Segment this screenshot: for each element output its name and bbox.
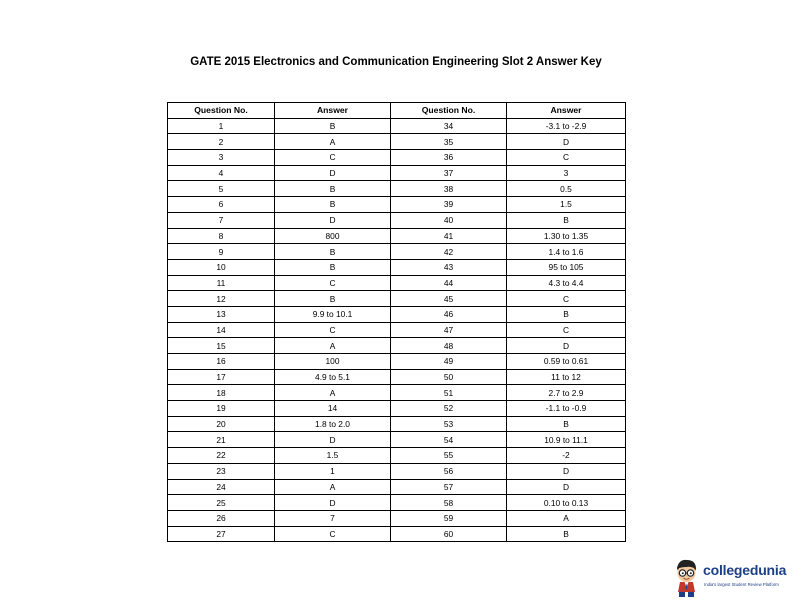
cell-question-no: 5	[168, 181, 275, 197]
cell-question-no: 44	[391, 275, 507, 291]
cell-answer: D	[507, 338, 626, 354]
cell-answer: 1	[275, 463, 391, 479]
cell-answer: 4.3 to 4.4	[507, 275, 626, 291]
table-row	[168, 495, 626, 511]
cell-answer: 11 to 12	[507, 369, 626, 385]
cell-question-no: 53	[391, 416, 507, 432]
cell-answer: 10.9 to 11.1	[507, 432, 626, 448]
cell-question-no: 37	[391, 165, 507, 181]
header-question-no: Question No.	[391, 103, 507, 119]
table-row	[168, 338, 626, 354]
cell-question-no: 27	[168, 526, 275, 542]
cell-answer: -1.1 to -0.9	[507, 401, 626, 417]
cell-question-no: 2	[168, 134, 275, 150]
cell-question-no: 19	[168, 401, 275, 417]
table-row	[168, 385, 626, 401]
cell-question-no: 18	[168, 385, 275, 401]
table-row	[168, 479, 626, 495]
cell-question-no: 15	[168, 338, 275, 354]
cell-answer: 100	[275, 354, 391, 370]
cell-question-no: 46	[391, 306, 507, 322]
cell-question-no: 60	[391, 526, 507, 542]
cell-question-no: 52	[391, 401, 507, 417]
cell-answer: A	[275, 385, 391, 401]
cell-answer: C	[275, 150, 391, 166]
cell-answer: -3.1 to -2.9	[507, 118, 626, 134]
cell-question-no: 47	[391, 322, 507, 338]
cell-answer: B	[275, 244, 391, 260]
cell-question-no: 12	[168, 291, 275, 307]
table-row	[168, 275, 626, 291]
cell-answer: 0.59 to 0.61	[507, 354, 626, 370]
cell-question-no: 4	[168, 165, 275, 181]
cell-question-no: 59	[391, 510, 507, 526]
cell-question-no: 10	[168, 259, 275, 275]
cell-answer: C	[275, 322, 391, 338]
cell-question-no: 21	[168, 432, 275, 448]
table-row	[168, 197, 626, 213]
cell-answer: 0.5	[507, 181, 626, 197]
cell-answer: 9.9 to 10.1	[275, 306, 391, 322]
cell-answer: D	[275, 212, 391, 228]
cell-answer: 1.5	[275, 448, 391, 464]
cell-question-no: 58	[391, 495, 507, 511]
brand-tagline: India's largest Student Review Platform	[704, 582, 779, 587]
header-answer: Answer	[507, 103, 626, 119]
header-question-no: Question No.	[168, 103, 275, 119]
cell-answer: B	[507, 526, 626, 542]
cell-question-no: 50	[391, 369, 507, 385]
cell-question-no: 3	[168, 150, 275, 166]
cell-question-no: 43	[391, 259, 507, 275]
cell-question-no: 56	[391, 463, 507, 479]
table-row	[168, 354, 626, 370]
cell-question-no: 49	[391, 354, 507, 370]
student-mascot-icon	[671, 556, 701, 600]
table-row	[168, 369, 626, 385]
table-row	[168, 463, 626, 479]
cell-answer: 1.8 to 2.0	[275, 416, 391, 432]
cell-answer: D	[275, 495, 391, 511]
cell-question-no: 24	[168, 479, 275, 495]
cell-question-no: 20	[168, 416, 275, 432]
cell-question-no: 35	[391, 134, 507, 150]
table-row	[168, 448, 626, 464]
cell-answer: 3	[507, 165, 626, 181]
table-row	[168, 306, 626, 322]
header-row	[168, 103, 626, 119]
cell-question-no: 1	[168, 118, 275, 134]
table-row	[168, 432, 626, 448]
cell-question-no: 25	[168, 495, 275, 511]
cell-question-no: 51	[391, 385, 507, 401]
cell-answer: D	[507, 463, 626, 479]
cell-question-no: 9	[168, 244, 275, 260]
cell-answer: 1.30 to 1.35	[507, 228, 626, 244]
table-row	[168, 401, 626, 417]
cell-question-no: 26	[168, 510, 275, 526]
cell-answer: B	[507, 212, 626, 228]
cell-answer: 1.5	[507, 197, 626, 213]
cell-question-no: 14	[168, 322, 275, 338]
cell-question-no: 57	[391, 479, 507, 495]
cell-question-no: 13	[168, 306, 275, 322]
table-row	[168, 134, 626, 150]
cell-answer: C	[275, 275, 391, 291]
cell-answer: 7	[275, 510, 391, 526]
cell-answer: A	[275, 338, 391, 354]
cell-answer: 2.7 to 2.9	[507, 385, 626, 401]
table-row	[168, 181, 626, 197]
cell-answer: A	[507, 510, 626, 526]
cell-answer: B	[275, 259, 391, 275]
answer-key-table	[167, 102, 626, 542]
cell-question-no: 17	[168, 369, 275, 385]
cell-question-no: 8	[168, 228, 275, 244]
cell-answer: B	[275, 197, 391, 213]
cell-answer: -2	[507, 448, 626, 464]
cell-answer: B	[507, 306, 626, 322]
cell-question-no: 40	[391, 212, 507, 228]
cell-question-no: 45	[391, 291, 507, 307]
cell-question-no: 23	[168, 463, 275, 479]
cell-answer: D	[275, 432, 391, 448]
table-row	[168, 291, 626, 307]
table-row	[168, 228, 626, 244]
cell-answer: 0.10 to 0.13	[507, 495, 626, 511]
cell-question-no: 39	[391, 197, 507, 213]
page-title: GATE 2015 Electronics and Communication Engineering Slot 2 Answer Key	[190, 56, 602, 68]
cell-question-no: 36	[391, 150, 507, 166]
cell-answer: C	[507, 322, 626, 338]
brand-name: collegedunia	[703, 562, 787, 578]
cell-answer: A	[275, 134, 391, 150]
cell-answer: C	[507, 150, 626, 166]
cell-answer: B	[507, 416, 626, 432]
cell-answer: 4.9 to 5.1	[275, 369, 391, 385]
cell-answer: D	[275, 165, 391, 181]
header-answer: Answer	[275, 103, 391, 119]
table-row	[168, 118, 626, 134]
cell-question-no: 6	[168, 197, 275, 213]
cell-answer: D	[507, 479, 626, 495]
table-row	[168, 165, 626, 181]
collegedunia-logo	[671, 556, 789, 604]
cell-question-no: 55	[391, 448, 507, 464]
cell-question-no: 34	[391, 118, 507, 134]
cell-question-no: 41	[391, 228, 507, 244]
cell-answer: A	[275, 479, 391, 495]
cell-answer: 14	[275, 401, 391, 417]
cell-question-no: 54	[391, 432, 507, 448]
table-row	[168, 416, 626, 432]
cell-answer: 800	[275, 228, 391, 244]
cell-answer: 1.4 to 1.6	[507, 244, 626, 260]
table-row	[168, 212, 626, 228]
cell-question-no: 48	[391, 338, 507, 354]
table-row	[168, 150, 626, 166]
table-row	[168, 510, 626, 526]
cell-answer: D	[507, 134, 626, 150]
table-row	[168, 526, 626, 542]
cell-answer: B	[275, 291, 391, 307]
cell-question-no: 22	[168, 448, 275, 464]
cell-question-no: 11	[168, 275, 275, 291]
cell-answer: C	[275, 526, 391, 542]
cell-answer: B	[275, 181, 391, 197]
cell-answer: C	[507, 291, 626, 307]
table-row	[168, 322, 626, 338]
table-row	[168, 259, 626, 275]
cell-question-no: 7	[168, 212, 275, 228]
cell-answer: B	[275, 118, 391, 134]
cell-question-no: 38	[391, 181, 507, 197]
cell-question-no: 16	[168, 354, 275, 370]
cell-question-no: 42	[391, 244, 507, 260]
table-row	[168, 244, 626, 260]
cell-answer: 95 to 105	[507, 259, 626, 275]
